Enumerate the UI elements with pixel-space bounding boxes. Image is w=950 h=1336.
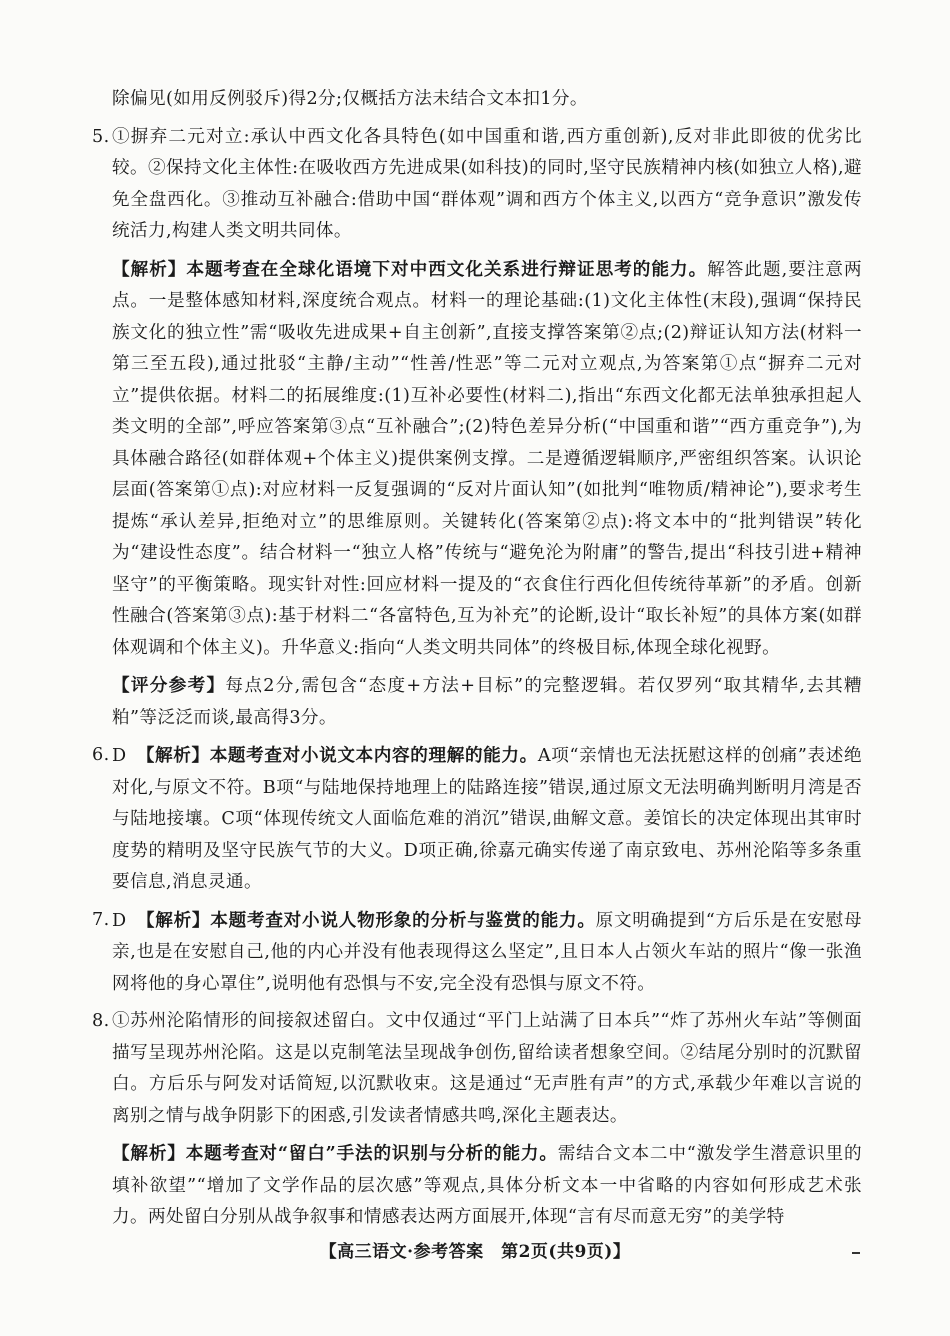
question-number: 6.: [92, 745, 110, 765]
score-text: 每点2分,需包含“态度+方法+目标”的完整逻辑。若仅罗列“取其精华,去其糟粕”等泛泛而谈,最高得3分。: [112, 676, 862, 728]
analysis-text: 解答此题,要注意两点。一是整体感知材料,深度统合观点。材料一的理论基础:(1)文化主体性(末段),强调“保持民族文化的独立性”需“吸收先进成果+自主创新”,直接支撑答案第②点;(2)辩证认知方法(材料一第三至五段),通过批驳“主静/主动”“性善/性恶”等二元对立观点,为答案第①点“摒弃二元对立”提供依据。材料二的拓展维度:(1)互补必要性(材料二),指出“东西文化都无法单独承担起人类文明的全部”,呼应答案第③点“互补融合”;(2)特色差异分析(“中国重和谐”“西方重竞争”),为具体融合路径(如群体观+个体主义)提供案例支撑。二是遵循逻辑顺序,严密组织答案。认识论层面(答案第①点):对应材料一反复强调的“反对片面认知”(如批判“唯物质/精神论”),要求考生提炼“承认差异,拒绝对立”的思维原则。关键转化(答案第②点):将文本中的“批判错误”转化为“建设性态度”。结合材料一“独立人格”传统与“避免沦为附庸”的警告,提出“科技引进+精神坚守”的平衡策略。现实针对性:回应材料一提及的“衣食住行西化但传统待革新”的矛盾。创新性融合(答案第③点):基于材料二“各富特色,互为补充”的论断,设计“取长补短”的具体方案(如群体观调和个体主义)。升华意义:指向“人类文明共同体”的终极目标,体现全球化视野。: [112, 259, 862, 658]
analysis-text: A项“亲情也无法抚慰这样的创痛”表述绝对化,与原文不符。B项“与陆地保持地理上的陆路连接”错误,通过原文无法明确判断明月湾是否与陆地接壤。C项“体现传统文人面临危难的消沉”错误,曲解文意。姜馆长的决定体现出其审时度势的精明及坚守民族气节的大义。D项正确,徐嘉元确实传递了南京致电、苏州沦陷等多条重要信息,消息灵通。: [112, 746, 862, 892]
q5-analysis: [112, 254, 862, 665]
intro-line: 除偏见(如用反例驳斥)得2分;仅概括方法未结合文本扣1分。: [112, 89, 588, 109]
analysis-text: 需结合文本二中“激发学生潜意识里的填补欲望”“增加了文学作品的层次感”等观点,具体分析文本一中省略的内容如何形成艺术张力。两处留白分别从战争叙事和情感表达两方面展开,体现“言有尽而意无穷”的美学特: [112, 1144, 862, 1227]
score-tag: 【评分参考】: [112, 675, 226, 696]
q8-answer: ①苏州沦陷情形的间接叙述留白。文中仅通过“平门上站满了日本兵”“炸了苏州火车站”等侧面描写呈现苏州沦陷。这是以克制笔法呈现战争创伤,留给读者想象空间。②结尾分别时的沉默留白。方后乐与阿发对话简短,以沉默收束。这是通过“无声胜有声”的方式,承载少年难以言说的离别之情与战争阴影下的困惑,引发读者情感共鸣,深化主题表达。: [112, 1011, 862, 1126]
question-number: 8.: [92, 1011, 110, 1031]
analysis-tag: 【解析】本题考查在全球化语境下对中西文化关系进行辩证思考的能力。: [112, 258, 708, 280]
answer-letter: D: [112, 746, 127, 766]
question-6: [92, 740, 862, 905]
question-8: [92, 1006, 862, 1240]
question-number: 5.: [92, 126, 110, 147]
q5-answer: ①摒弃二元对立:承认中西文化各具特色(如中国重和谐,西方重创新),反对非此即彼的优劣比较。②保持文化主体性:在吸收西方先进成果(如科技)的同时,坚守民族精神内核(如独立人格),避免全盘西化。③推动互补融合:借助中国“群体观”调和西方个体主义,以西方“竞争意识”激发传统活力,构建人类文明共同体。: [112, 126, 862, 241]
q7-answer-analysis: [112, 905, 862, 1001]
q8-analysis: [112, 1138, 862, 1234]
question-number: 7.: [92, 909, 110, 930]
analysis-tag: 【解析】本题考查对小说文本内容的理解的能力。: [136, 745, 538, 766]
answer-letter: D: [112, 910, 127, 931]
q5-scoring: [112, 670, 862, 734]
scan-mark: [852, 1252, 860, 1254]
q6-answer-analysis: [112, 740, 862, 899]
analysis-text: 原文明确提到“方后乐是在安慰母亲,也是在安慰自己,他的内心并没有他表现得这么坚定”,且日本人占领火车站的照片“像一张渔网将他的身心罩住”,说明他有恐惧与不安,完全没有恐惧与原文不符。: [112, 910, 862, 994]
page-footer: 【高三语文·参考答案 第2页(共9页)】: [319, 1242, 631, 1262]
question-5: [92, 122, 862, 741]
analysis-tag: 【解析】本题考查对小说人物形象的分析与鉴赏的能力。: [136, 909, 596, 931]
question-7: [92, 905, 862, 1007]
analysis-tag: 【解析】本题考查对“留白”手法的识别与分析的能力。: [112, 1143, 558, 1164]
